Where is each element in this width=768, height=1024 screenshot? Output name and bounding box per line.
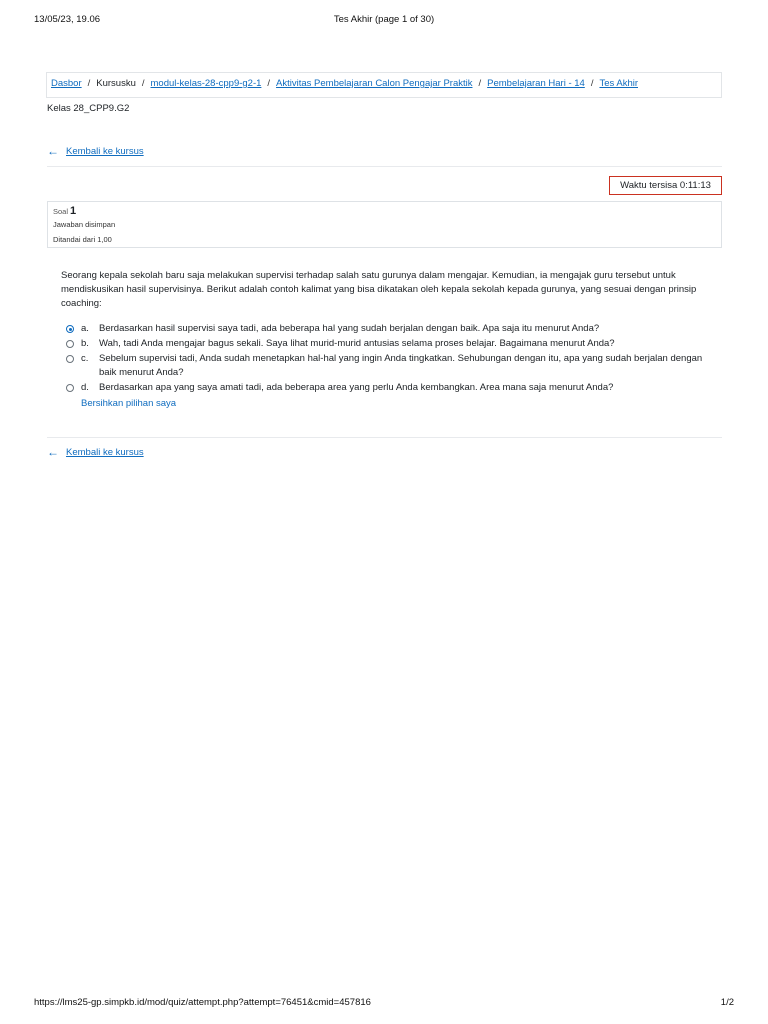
arrow-left-icon: ← [47, 144, 59, 158]
answer-letter: b. [81, 338, 89, 349]
answer-text: Berdasarkan hasil supervisi saya tadi, ada beberapa hal yang sudah berjalan dengan baik. Apa saja itu menurut Anda? [99, 323, 600, 334]
breadcrumb-separator: / [267, 78, 271, 89]
arrow-left-icon: ← [47, 445, 59, 459]
breadcrumb-separator: / [87, 78, 91, 89]
radio-button[interactable] [66, 340, 74, 348]
answer-text: Berdasarkan apa yang saya amati tadi, ada beberapa area yang perlu Anda kembangkan. Area mana saja menurut Anda? [99, 382, 614, 393]
divider [47, 437, 722, 438]
back-to-course-link-bottom[interactable] [47, 446, 144, 458]
answer-option-b[interactable] [66, 337, 722, 351]
clear-choice-link[interactable]: Bersihkan pilihan saya [81, 398, 177, 409]
answer-letter: a. [81, 323, 89, 334]
answer-letter: c. [81, 353, 89, 364]
question-state: Jawaban disimpan [53, 220, 116, 229]
course-name: Kelas 28_CPP9.G2 [47, 103, 130, 114]
question-grade: Ditandai dari 1,00 [53, 235, 112, 244]
breadcrumb-separator: / [141, 78, 145, 89]
breadcrumb-separator: / [590, 78, 594, 89]
question-info-box [47, 201, 722, 248]
print-url: https://lms25-gp.simpkb.id/mod/quiz/attempt.php?attempt=76451&cmid=457816 [34, 997, 371, 1008]
print-page-number: 1/2 [720, 997, 734, 1008]
answer-letter: d. [81, 382, 89, 393]
breadcrumb [46, 72, 722, 98]
answer-option-c[interactable] [66, 352, 722, 380]
radio-button[interactable] [66, 384, 74, 392]
print-title: Tes Akhir (page 1 of 30) [333, 14, 435, 25]
quiz-timer: Waktu tersisa 0:11:13 [609, 176, 722, 195]
breadcrumb-dasbor[interactable]: Dasbor [51, 78, 82, 89]
back-to-course-label[interactable]: Kembali ke kursus [66, 446, 144, 458]
answer-options [66, 322, 722, 396]
breadcrumb-section[interactable]: Aktivitas Pembelajaran Calon Pengajar Praktik [276, 78, 473, 89]
answer-text: Wah, tadi Anda mengajar bagus sekali. Saya lihat murid-murid antusias selama proses belajar. Bagaimana menurut Anda? [99, 338, 615, 349]
question-number: Soal 1 [53, 205, 77, 217]
radio-button[interactable] [66, 355, 74, 363]
breadcrumb-course[interactable]: modul-kelas-28-cpp9-g2-1 [150, 78, 262, 89]
divider [47, 166, 722, 167]
print-date: 13/05/23, 19.06 [34, 14, 101, 25]
back-to-course-label[interactable]: Kembali ke kursus [66, 145, 144, 157]
answer-option-d[interactable] [66, 381, 722, 395]
radio-button-selected[interactable] [66, 325, 74, 333]
breadcrumb-day[interactable]: Pembelajaran Hari - 14 [487, 78, 585, 89]
back-to-course-link-top[interactable] [47, 145, 144, 157]
answer-option-a[interactable] [66, 322, 722, 336]
question-text: Seorang kepala sekolah baru saja melakukan supervisi terhadap salah satu gurunya dalam mengajar. Kemudian, ia mengajak guru tersebut untuk mendiskusikan hasil supervisinya. Berikut adalah contoh kalimat yang bisa dikatakan oleh kepala sekolah kepada gurunya, yang sesuai dengan prinsip coaching: [61, 270, 697, 309]
breadcrumb-quiz[interactable]: Tes Akhir [599, 78, 638, 89]
breadcrumb-kursusku: Kursusku [96, 78, 136, 89]
answer-text: Sebelum supervisi tadi, Anda sudah menetapkan hal-hal yang ingin Anda tingkatkan. Sehubungan dengan itu, apa yang sudah berjalan dengan baik menurut Anda? [99, 353, 703, 378]
breadcrumb-separator: / [478, 78, 482, 89]
